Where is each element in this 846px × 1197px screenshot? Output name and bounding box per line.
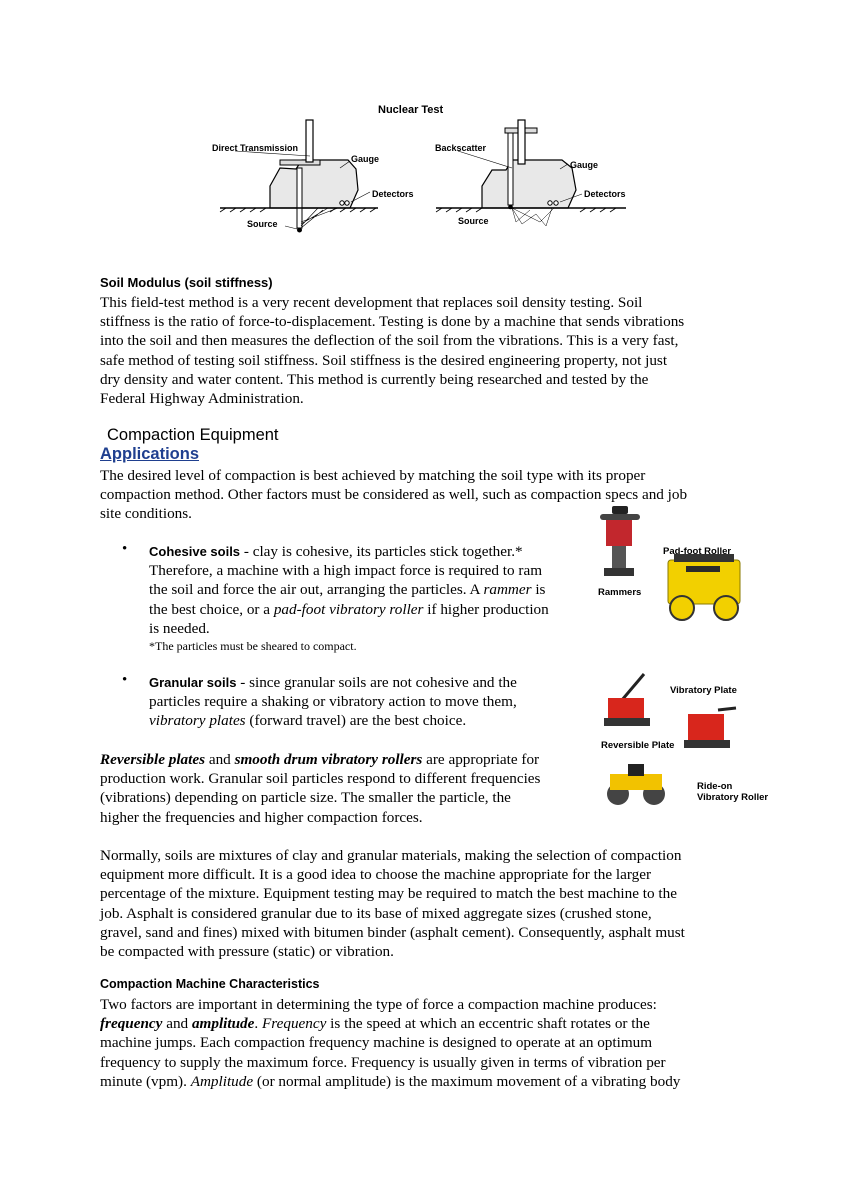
label-vibratory-roller: Vibratory Roller	[697, 792, 769, 803]
text-line: percentage of the mixture. Equipment testing may be required to match the best machine to the	[100, 885, 677, 903]
text-line: gravel, sand and fines) mixed with bitumen binder (asphalt cement). Consequently, asphalt must	[100, 923, 685, 941]
text-line: Normally, soils are mixtures of clay and granular materials, making the selection of compaction	[100, 847, 682, 864]
label-backscatter: Backscatter	[435, 143, 487, 153]
text-line: is needed.	[149, 619, 210, 637]
label-pad-foot-roller: Pad-foot Roller	[663, 546, 732, 557]
cohesive-soils-item: Cohesive soils - clay is cohesive, its particles stick together.* Therefore, a machine with a high impact force is required to ram the soil and force the air out, arranging the particles. A rammer is the best choice, or a pad-foot vibratory roller if higher production is needed. *The particles must be sheared to compact.	[149, 542, 599, 654]
applications-link[interactable]: Applications	[100, 445, 200, 463]
label-gauge-right: Gauge	[570, 160, 599, 170]
footnote: *The particles must be sheared to compact.	[149, 639, 357, 654]
label-source-left: Source	[247, 219, 278, 229]
granular-soils-item: Granular soils - since granular soils are not cohesive and the particles require a shaking or vibratory action to move them, vibratory plates (forward travel) are the best choice.	[149, 673, 579, 731]
figure-title: Nuclear Test	[378, 104, 444, 116]
text-line: production work. Granular soil particles respond to different frequencies	[100, 770, 541, 788]
padfoot-roller-illustration	[668, 554, 740, 620]
cohesive-term: Cohesive soils	[149, 544, 241, 559]
bullet-granular: •	[122, 672, 128, 688]
text-line: dry density and water content. This method is currently being researched and tested by the	[100, 370, 649, 388]
text-line: machine jumps. Each compaction frequency machine is designed to operate at an optimum	[100, 1034, 653, 1052]
direct-transmission-diagram	[212, 120, 414, 233]
soil-modulus-paragraph	[100, 293, 750, 408]
text-line: This field-test method is a very recent development that replaces soil density testing. Soil	[100, 294, 643, 311]
reversible-plates-paragraph: Reversible plates and smooth drum vibratory rollers are appropriate for production work. Granular soil particles respond to different frequencies (vibrations) depending on particle size. The smaller the particle, the higher the frequencies and higher compaction forces.	[100, 750, 600, 827]
text-line: job. Asphalt is considered granular due to its base of mixed aggregate sizes (crushed stone,	[100, 904, 652, 922]
label-source-right: Source	[458, 216, 489, 226]
rammer-and-padfoot-roller-image	[590, 502, 750, 627]
machine-characteristics-heading: Compaction Machine Characteristics	[100, 977, 320, 991]
label-detectors-right: Detectors	[584, 189, 626, 199]
label-ride-on: Ride-on	[697, 781, 733, 792]
machine-characteristics-paragraph: Two factors are important in determining the type of force a compaction machine produces: frequency and amplitude. Frequency is the speed at which an eccentric shaft rotates or the machine jumps. Each compaction frequency machine is designed to operate at an optimum frequency to supply the maximum force. Frequency is usually given in terms of vibration per minute (vpm). Amplitude (or normal amplitude) is the maximum movement of a vibrating body	[100, 995, 750, 1091]
ride-on-roller-illustration	[607, 764, 665, 805]
label-direct-transmission: Direct Transmission	[212, 143, 299, 153]
text-line: stiffness is the ratio of force-to-displacement. Testing is done by a machine that sends vibrations	[100, 313, 685, 331]
text-line: be compacted with pressure (static) or vibration.	[100, 943, 394, 961]
bullet-cohesive: •	[122, 541, 128, 557]
text-line: equipment more difficult. It is a good idea to choose the machine appropriate for the larger	[100, 866, 652, 884]
text-line: safe method of testing soil stiffness. Soil stiffness is the desired engineering property, not just	[100, 351, 668, 369]
soil-modulus-heading: Soil Modulus (soil stiffness)	[100, 275, 273, 290]
mixtures-paragraph	[100, 846, 750, 961]
text-line: (vibrations) depending on particle size. The smaller the particle, the	[100, 789, 511, 807]
nuclear-test-figure	[200, 96, 640, 236]
text-line: Two factors are important in determining the type of force a compaction machine produces:	[100, 996, 657, 1013]
label-rammers: Rammers	[598, 587, 642, 598]
label-gauge-left: Gauge	[351, 154, 380, 164]
granular-term: Granular soils	[149, 675, 237, 690]
rammer-illustration	[600, 506, 640, 576]
label-reversible-plate: Reversible Plate	[601, 740, 675, 751]
text-line: higher the frequencies and higher compaction forces.	[100, 808, 423, 826]
text-line: into the soil and then measures the deflection of the soil from the vibrations. This is a very fast,	[100, 332, 679, 350]
backscatter-diagram	[435, 120, 626, 226]
compaction-equipment-heading: Compaction Equipment	[107, 426, 279, 444]
text-line: site conditions.	[100, 505, 192, 523]
vibratory-plate-illustration	[604, 674, 650, 726]
text-line: frequency to supply the maximum force. Frequency is usually given in terms of vibration per	[100, 1053, 666, 1071]
label-detectors-left: Detectors	[372, 189, 414, 199]
text-line: Therefore, a machine with a high impact force is required to ram	[149, 562, 543, 580]
reversible-plate-illustration	[684, 708, 736, 748]
text-line: particles require a shaking or vibratory action to move them,	[149, 693, 517, 711]
text-line: The desired level of compaction is best achieved by matching the soil type with its proper	[100, 467, 646, 484]
label-vibratory-plate: Vibratory Plate	[670, 685, 737, 696]
text-line: Federal Highway Administration.	[100, 390, 304, 408]
text-line: compaction method. Other factors must be considered as well, such as compaction specs and job	[100, 486, 688, 504]
